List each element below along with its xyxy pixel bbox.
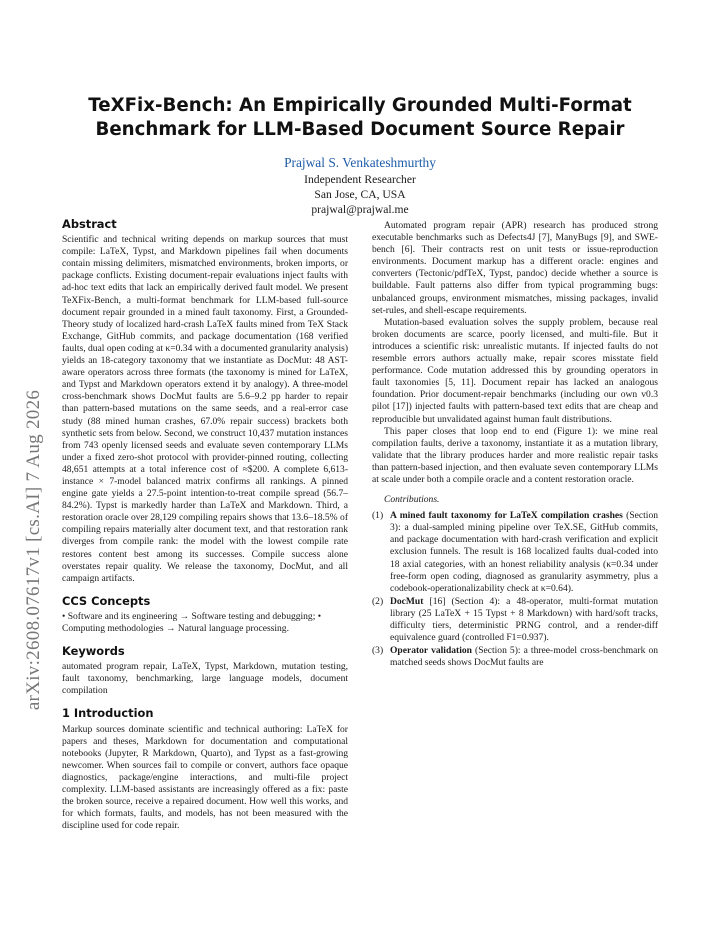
- keywords-text: automated program repair, LaTeX, Typst, Markdown, mutation testing, fault taxonomy, benchmarking, large language models, document compilation: [62, 661, 348, 697]
- left-column: [62, 218, 348, 832]
- arxiv-sidebar: [22, 350, 46, 750]
- intro-paragraph-3: Mutation-based evaluation solves the supply problem, because real broken documents are scarce, poorly licensed, and multi-file. But it introduces a scientific risk: unrealistic mutants. If injected faults do not resemble errors authors actually make, repair scores misstate field performance. Code mutation addressed this by grounding operators in fault taxonomies [5, 11]. Document repair has lacked an analogous foundation. Prior document-repair benchmarks (including our own v0.3 pilot [17]) injected faults with pattern-based text edits that are cheap and reproducible but unvalidated against human fault distributions.: [372, 316, 658, 425]
- author-email[interactable]: prajwal@prajwal.me: [311, 203, 409, 216]
- contribution-text: (Section 3): a dual-sampled mining pipeline over TeX.SE, GitHub commits, and package documentation with hard-crash verification and explicit exclusion funnels. The result is 168 localized faults dual-coded into 18 axial categories, with an honest reliability analysis (κ=0.34 under free-form open coding, diagnosed as granularity asymmetry, plus a codebook-operationalizability check at κ=0.64).: [390, 510, 658, 594]
- contribution-title: DocMut: [390, 595, 424, 607]
- paper-header: [60, 94, 660, 217]
- contribution-item: [372, 645, 658, 669]
- author-name[interactable]: Prajwal S. Venkateshmurthy: [284, 155, 436, 170]
- contribution-number: (1): [372, 510, 384, 522]
- ccs-heading: CCS Concepts: [62, 593, 151, 608]
- intro-paragraph-1: Markup sources dominate scientific and technical authoring: LaTeX for papers and theses, Markdown for documentation and computational notebooks (Jupyter, R Markdown, Quarto), and Typst as a fast-growing newcomer. When sources fail to compile or convert, authors face opaque diagnostics, package/engine interactions, and multi-file project complexity. LLM-based assistants are increasingly offered as a fix: paste the broken source, receive a repaired document. How well this works, and for which formats, faults, and models, has not been measured with the discipline used for code repair.: [62, 723, 348, 832]
- abstract-heading: Abstract: [62, 217, 117, 231]
- contributions-label: Contributions.: [384, 494, 440, 506]
- contribution-number: (2): [372, 595, 384, 607]
- intro-paragraph-4: This paper closes that loop end to end (Figure 1): we mine real compilation faults, derive a taxonomy, instantiate it as a mutation library, validate that the library produces harder and more realistic repair tasks than pattern-based injection, and then evaluate seven contemporary LLMs at scale under both a compile oracle and a content restoration oracle.: [372, 425, 658, 485]
- author-affiliation: Independent Researcher: [304, 173, 416, 186]
- contributions-list: [372, 510, 658, 669]
- intro-paragraph-2: Automated program repair (APR) research has produced strong executable benchmarks such as Defects4J [7], ManyBugs [9], and SWE-bench [6]. Their contracts rest on unit tests or issue-reproduction environments. Document markup has a different oracle: engines and converters (Tectonic/pdfTeX, Typst, pandoc) decide whether a source is buildable. Fault patterns also differ from typical programming bugs: unbalanced groups, environment mismatches, missing packages, invalid set-rules, and shell-escape requirements.: [372, 220, 658, 316]
- intro-heading: 1 Introduction: [62, 706, 154, 721]
- right-column: [372, 220, 658, 670]
- paper-title: TeXFix-Bench: An Empirically Grounded Multi-Format Benchmark for LLM-Based Document Source Repair: [88, 95, 632, 140]
- keywords-heading: Keywords: [62, 644, 125, 659]
- author-location: San Jose, CA, USA: [314, 188, 406, 201]
- contribution-text: (Section 5): a three-model cross-benchmark on matched seeds shows DocMut faults are: [390, 645, 658, 669]
- abstract-text: Scientific and technical writing depends on markup sources that must compile: LaTeX, Typst, and Markdown pipelines fail when documents contain missing delimiters, mismatched environments, broken imports, or package conflicts. Existing document-repair evaluations inject faults with ad-hoc text edits that lack an empirically derived fault model. We present TeXFix-Bench, a multi-format benchmark for LLM-based full-source document repair grounded in a mined fault taxonomy. First, a Grounded-Theory study of localized hard-crash LaTeX faults mined from TeX Stack Exchange, GitHub commits, and package documentation (168 verified faults, dual open coding at κ=0.34 with a documented granularity analysis) yields an 18-category taxonomy that we instantiate as DocMut: 48 AST-aware operators across three formats (the taxonomy is mined for LaTeX, and Typst and Markdown operators extend it by analogy). A three-model cross-benchmark shows DocMut faults are 5.6–9.2 pp harder to repair than pattern-based mutations on the same seeds, and a real-error case study (88 mined human crashes, 67.0% repair success) brackets both synthetic sets from below. Second, we construct 10,437 mutation instances from 743 openly licensed seeds and evaluate seven contemporary LLMs under a fixed zero-shot protocol with provider-pinned routing, collecting 48,651 attempts at a total inference cost of ≈$200. A complete 6,613-instance × 7-model balanced matrix confirms all rankings. A pinned engine gate yields a 27.5-point intention-to-treat compile spread (56.7–84.2%). Typst is markedly harder than LaTeX and Markdown. Third, a restoration oracle over 28,129 compiling repairs shows that 13.6–18.5% of compiling repairs materially alter document text, and that restoration rank diverges from compile rank: the model with the lowest compile rate restores content best among its successes. Compile success alone overstates repair quality. We release the taxonomy, DocMut, and all campaign artifacts.: [62, 234, 348, 584]
- arxiv-identifier: arXiv:2608.07617v1 [cs.AI] 7 Aug 2026: [23, 389, 44, 711]
- contribution-item: [372, 510, 658, 595]
- contribution-title: A mined fault taxonomy for LaTeX compilation crashes: [390, 510, 623, 522]
- contribution-number: (3): [372, 645, 384, 657]
- contribution-text: [16] (Section 4): a 48-operator, multi-format mutation library (25 LaTeX + 15 Typst + 8 Markdown) with hard/soft tracks, difficulty tiers, deterministic PRNG control, and a render-diff equivalence guard (controlled F1=0.937).: [390, 595, 658, 644]
- body-columns: [62, 218, 658, 908]
- contribution-title: Operator validation: [390, 645, 472, 657]
- ccs-text: • Software and its engineering → Software testing and debugging; • Computing methodologies → Natural language processing.: [62, 610, 322, 634]
- contribution-item: [372, 596, 658, 644]
